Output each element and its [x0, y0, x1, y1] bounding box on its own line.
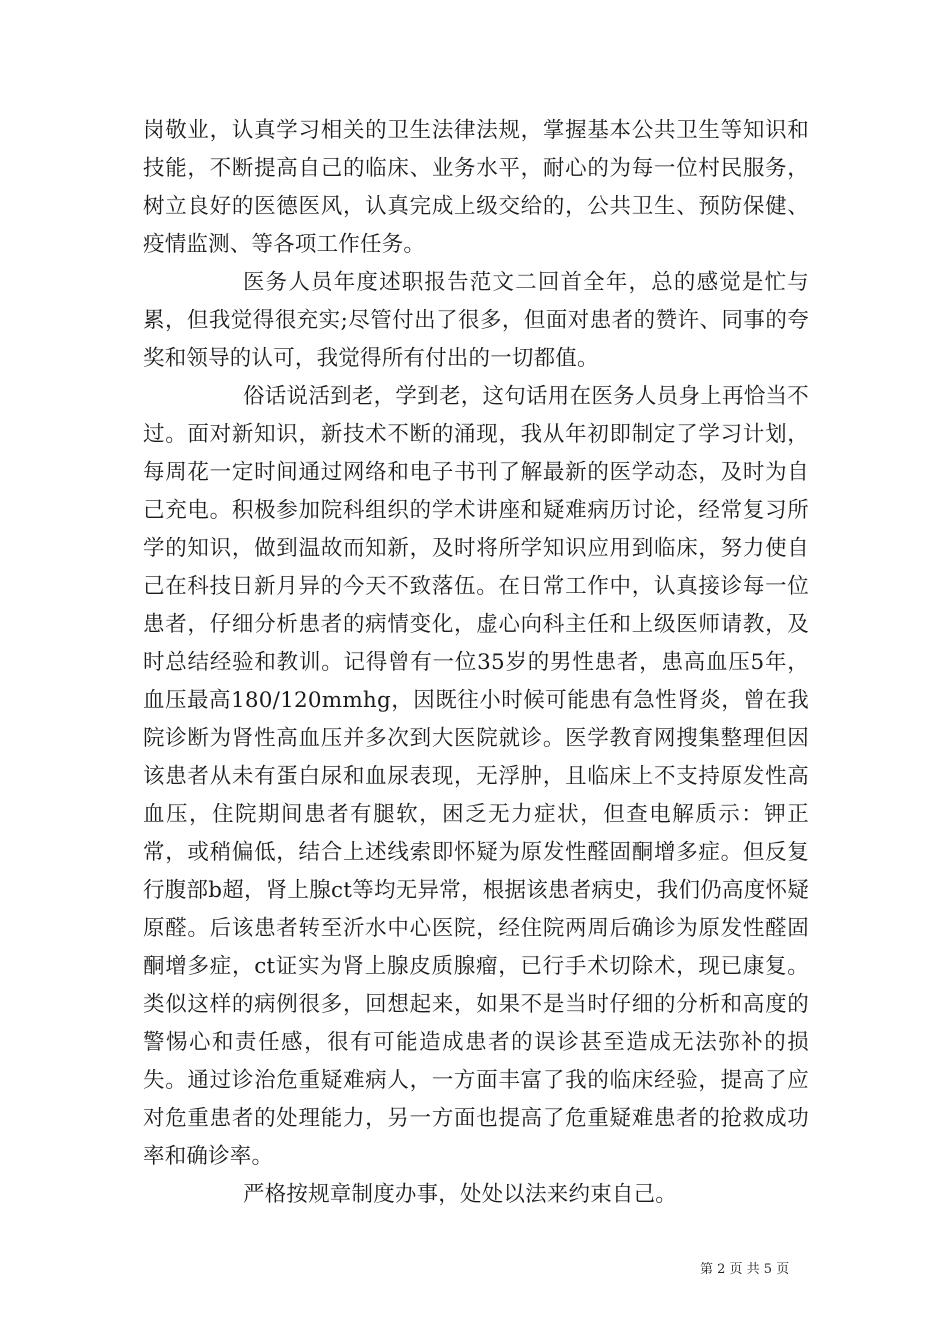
document-body: [143, 112, 809, 1214]
paragraph-report-intro: 医务人员年度述职报告范文二回首全年，总的感觉是忙与累，但我觉得很充实;尽管付出了很多，但面对患者的赞许、同事的夸奖和领导的认可，我觉得所有付出的一切都值。: [143, 270, 809, 371]
page-number-footer: 第 2 页 共 5 页: [700, 1262, 790, 1277]
paragraph-learning: 俗话说活到老，学到老，这句话用在医务人员身上再恰当不过。面对新知识，新技术不断的涌现，我从年初即制定了学习计划，每周花一定时间通过网络和电子书刊了解最新的医学动态，及时为自己充电。积极参加院科组织的学术讲座和疑难病历讨论，经常复习所学的知识，做到温故而知新，及时将所学知识应用到临床，努力使自己在科技日新月异的今天不致落伍。在日常工作中，认真接诊每一位患者，仔细分析患者的病情变化，虚心向科主任和上级医师请教，及时总结经验和教训。记得曾有一位35岁的男性患者，患高血压5年，血压最高180/120mmhg，因既往小时候可能患有急性肾炎，曾在我院诊断为肾性高血压并多次到大医院就诊。医学教育网搜集整理但因该患者从未有蛋白尿和血尿表现，无浮肿，且临床上不支持原发性高血压，住院期间患者有腿软，困乏无力症状，但查电解质示：钾正常，或稍偏低，结合上述线索即怀疑为原发性醛固酮增多症。但反复行腹部b超，肾上腺ct等均无异常，根据该患者病史，我们仍高度怀疑原醛。后该患者转至沂水中心医院，经住院两周后确诊为原发性醛固酮增多症，ct证实为肾上腺皮质腺瘤，已行手术切除术，现已康复。类似这样的病例很多，回想起来，如果不是当时仔细的分析和高度的警惕心和责任感，很有可能造成患者的误诊甚至造成无法弥补的损失。通过诊治危重疑难病人，一方面丰富了我的临床经验，提高了应对危重患者的处理能力，另一方面也提高了危重疑难患者的抢救成功率和确诊率。: [143, 384, 809, 1169]
paragraph-rules: 严格按规章制度办事，处处以法来约束自己。: [243, 1182, 678, 1207]
paragraph-continuation: 岗敬业，认真学习相关的卫生法律法规，掌握基本公共卫生等知识和技能，不断提高自己的临床、业务水平，耐心的为每一位村民服务，树立良好的医德医风，认真完成上级交给的，公共卫生、预防保健、疫情监测、等各项工作任务。: [143, 118, 809, 257]
